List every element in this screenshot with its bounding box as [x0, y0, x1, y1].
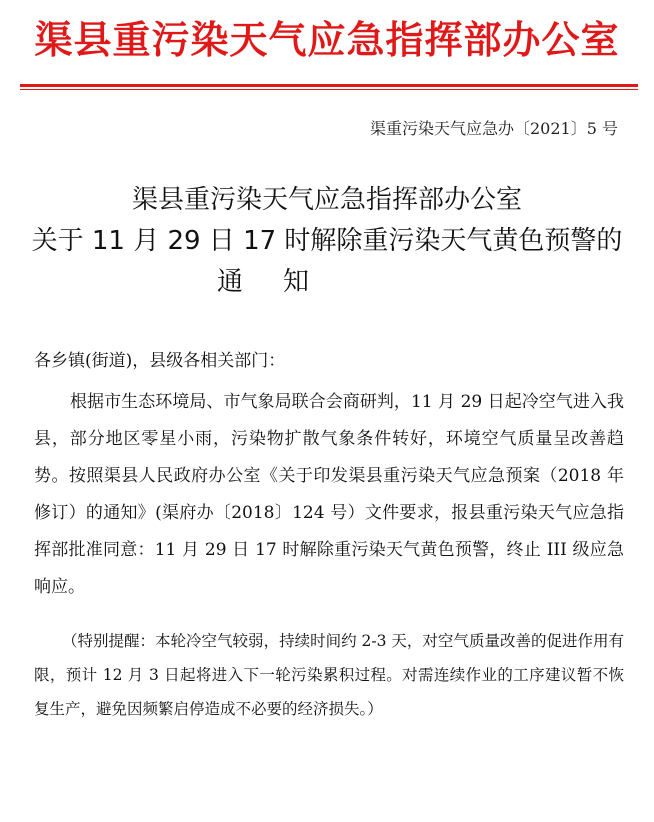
title-line-3: 通知: [216, 267, 349, 297]
body-paragraph: 根据市生态环境局、市气象局联合会商研判，11 月 29 日起冷空气进入我县，部分地区零星小雨，污染物扩散气象条件转好，环境空气质量呈改善趋势。按照渠县人民政府办公室《关于印发渠县重污染天气应急预案（2018 年修订）的通知》(渠府办〔2018〕124 号）文件要求，报县重污染天气应急指挥部批准同意：11 月 29 日 17 时解除重污染天气黄色预警，终止 III 级应急响应。: [34, 392, 624, 597]
header-rule-thick: [20, 84, 638, 87]
salutation: 各乡镇(街道)，县级各相关部门：: [34, 351, 286, 371]
title-line-1: 渠县重污染天气应急指挥部办公室: [131, 185, 522, 215]
document-number: 渠重污染天气应急办〔2021〕5 号: [370, 119, 618, 138]
document-title: [0, 180, 654, 303]
title-line-2: 关于 11 月 29 日 17 时解除重污染天气黄色预警的: [31, 226, 623, 256]
special-reminder-note: （特别提醒：本轮冷空气较弱，持续时间约 2-3 天，对空气质量改善的促进作用有限，预计 12 月 3 日起将进入下一轮污染累积过程。对需连续作业的工序建议暂不恢复生产，避免因频繁启停造成不必要的经济损失。）: [34, 632, 624, 718]
header-rule-thin: [20, 89, 638, 90]
org-header-title: 渠县重污染天气应急指挥部办公室: [34, 18, 620, 62]
